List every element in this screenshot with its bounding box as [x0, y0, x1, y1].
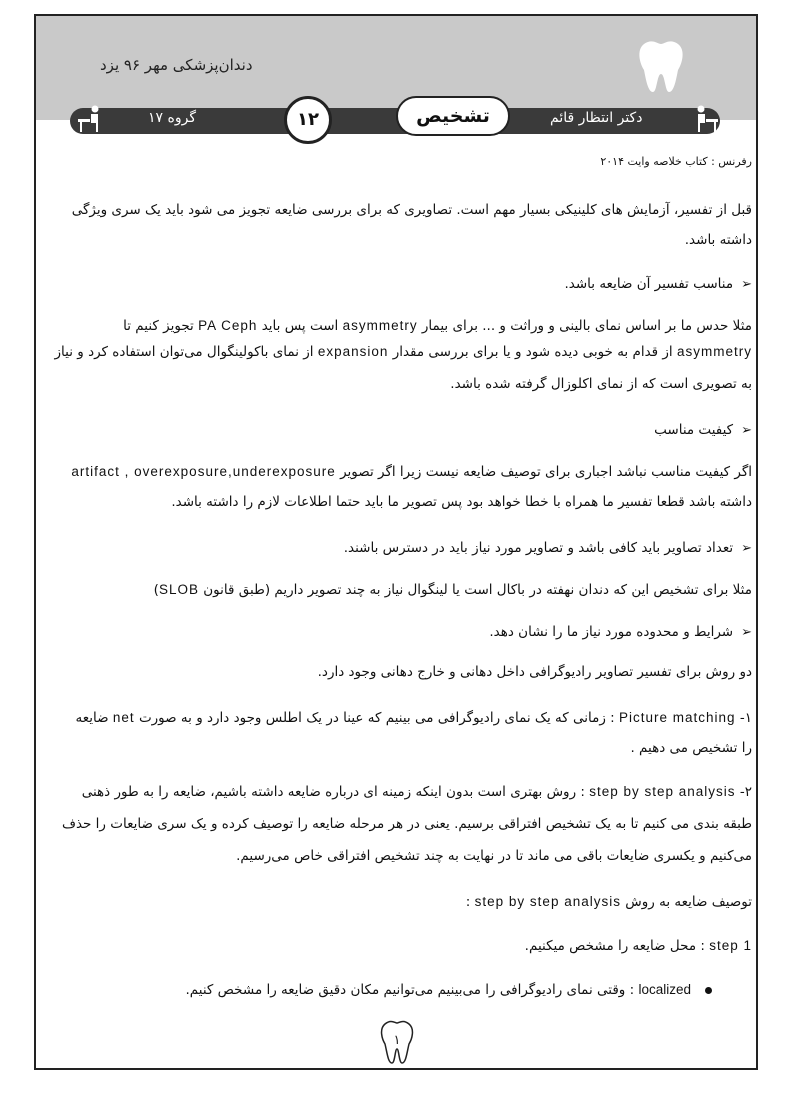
text-run: ۲- — [739, 784, 752, 800]
term: expansion — [317, 344, 389, 359]
arrow-bullet-icon: ➢ — [741, 423, 752, 438]
page-tooth-icon — [378, 1018, 416, 1066]
page-title: تشخیص — [396, 96, 510, 136]
term: step by step analysis — [474, 894, 621, 909]
text-run: توصیف ضایعه به روش — [625, 894, 752, 910]
paragraph-2-line-1 — [46, 314, 752, 338]
arrow-bullet-icon: ➢ — [741, 625, 752, 640]
paragraph-2-line-2 — [46, 340, 752, 364]
page-number: ۱ — [393, 1033, 401, 1048]
school-name: دندان‌پزشکی مهر ۹۶ یزد — [100, 56, 253, 74]
paragraph-5: دو روش برای تفسیر تصاویر رادیوگرافی داخل دهانی و خارج دهانی وجود دارد. — [317, 664, 752, 680]
paragraph-9 — [46, 934, 752, 958]
text-run: ۱- — [739, 710, 752, 726]
term: step 1 — [709, 938, 752, 953]
text-run: : محل ضایعه را مشخص میکنیم. — [524, 938, 705, 954]
text-run: مثلا حدس ما بر اساس نمای بالینی و وراثت و ... برای بیمار — [421, 318, 752, 334]
arrow-bullet-icon: ➢ — [741, 277, 752, 292]
paragraph-7-line-2: طبقه بندی می کنیم تا به یک تشخیص افتراقی برسیم. یعنی در هر مرحله ضایعه را توصیف کرده و یک سری ضایعات را حذف — [61, 816, 752, 832]
tooth-icon — [636, 38, 686, 94]
paragraph-1-line-2: داشته باشد. — [684, 232, 752, 248]
bullet-text: شرایط و محدوده مورد نیاز ما را نشان دهد. — [489, 624, 734, 640]
text-run: ضایعه — [75, 710, 109, 726]
bullet-item-localized — [186, 978, 713, 1002]
paragraph-7-line-3: می‌کنیم و یکسری ضایعات باقی می ماند تا در نهایت به چند تشخیص افتراقی خاص می‌رسیم. — [236, 848, 752, 864]
paragraph-4 — [46, 578, 752, 602]
bullet-text: کیفیت مناسب — [654, 422, 734, 438]
bullet-text: مناسب تفسیر آن ضایعه باشد. — [564, 276, 734, 292]
bullet-item-1 — [564, 272, 752, 297]
paragraph-6-line-1 — [46, 706, 752, 730]
text-run: اگر کیفیت مناسب نباشد اجباری برای توصیف ضایعه نیست زیرا اگر تصویر — [340, 464, 752, 480]
bullet-text: : وقتی نمای رادیوگرافی را می‌بینیم می‌توانیم مکان دقیق ضایعه را مشخص کنیم. — [185, 982, 635, 998]
paragraph-3-line-2: داشته باشد قطعا تفسیر ما همراه با خطا خواهد بود پس تصویر ما باید حتما اطلاعات لازم را داشته باشد. — [171, 494, 752, 510]
paragraph-1-line-1: قبل از تفسیر، آزمایش های کلینیکی بسیار مهم است. تصاویری که برای بررسی ضایعه تجویز می شود باید یک سری ویژگی — [71, 202, 752, 218]
term: localized — [638, 982, 691, 997]
term: PA Ceph — [198, 318, 258, 333]
text-run: تجویز کنیم تا — [123, 318, 194, 334]
text-run: : روش بهتری است بدون اینکه زمینه ای درباره ضایعه داشته باشیم، ضایعه را به طور ذهنی — [81, 784, 585, 800]
reference-line: رفرنس : کتاب خلاصه وایت ۲۰۱۴ — [600, 155, 752, 168]
text-run: از نمای باکولینگوال می‌توان استفاده کرد و نیاز — [54, 344, 314, 360]
bullet-text: تعداد تصاویر باید کافی باشد و تصاویر مورد نیاز باید در دسترس باشند. — [343, 540, 734, 556]
term: step by step analysis — [589, 784, 736, 799]
dot-bullet-icon — [705, 987, 712, 994]
paragraph-3-line-1 — [46, 460, 752, 484]
bullet-item-3 — [344, 536, 752, 561]
term: asymmetry — [676, 344, 752, 359]
paragraph-7-line-1 — [46, 780, 752, 804]
text-run: ) — [153, 582, 159, 598]
text-run: مثلا برای تشخیص این که دندان نهفته در باکال است یا لینگوال نیاز به چند تصویر داریم (طبق قانون — [203, 582, 752, 598]
term: net — [112, 710, 135, 725]
session-number-badge: ۱۲ — [284, 96, 332, 144]
text-run: : — [465, 894, 471, 910]
person-at-desk-icon — [76, 104, 106, 134]
person-at-desk-icon — [690, 104, 720, 134]
bullet-item-2 — [654, 418, 752, 443]
bullet-item-4 — [489, 620, 752, 645]
arrow-bullet-icon: ➢ — [741, 541, 752, 556]
text-run: از قدام به خوبی دیده شود و یا برای بررسی مقدار — [392, 344, 673, 360]
text-run: : زمانی که یک نمای رادیوگرافی می بینیم که عینا در یک اطلس وجود دارد و به صورت — [138, 710, 615, 726]
group-label: گروه ۱۷ — [148, 110, 196, 126]
paragraph-2-line-3: به تصویری است که از نمای اکلوزال گرفته شده باشد. — [450, 376, 752, 392]
text-run: است پس باید — [261, 318, 339, 334]
paragraph-8 — [46, 890, 752, 914]
author-name: دکتر انتظار قائم — [550, 110, 643, 126]
term: Picture matching — [619, 710, 736, 725]
paragraph-6-line-2: را تشخیص می دهیم . — [630, 740, 752, 756]
term: artifact , overexposure,underexposure — [71, 464, 336, 479]
term: SLOB — [158, 582, 199, 597]
term: asymmetry — [342, 318, 418, 333]
